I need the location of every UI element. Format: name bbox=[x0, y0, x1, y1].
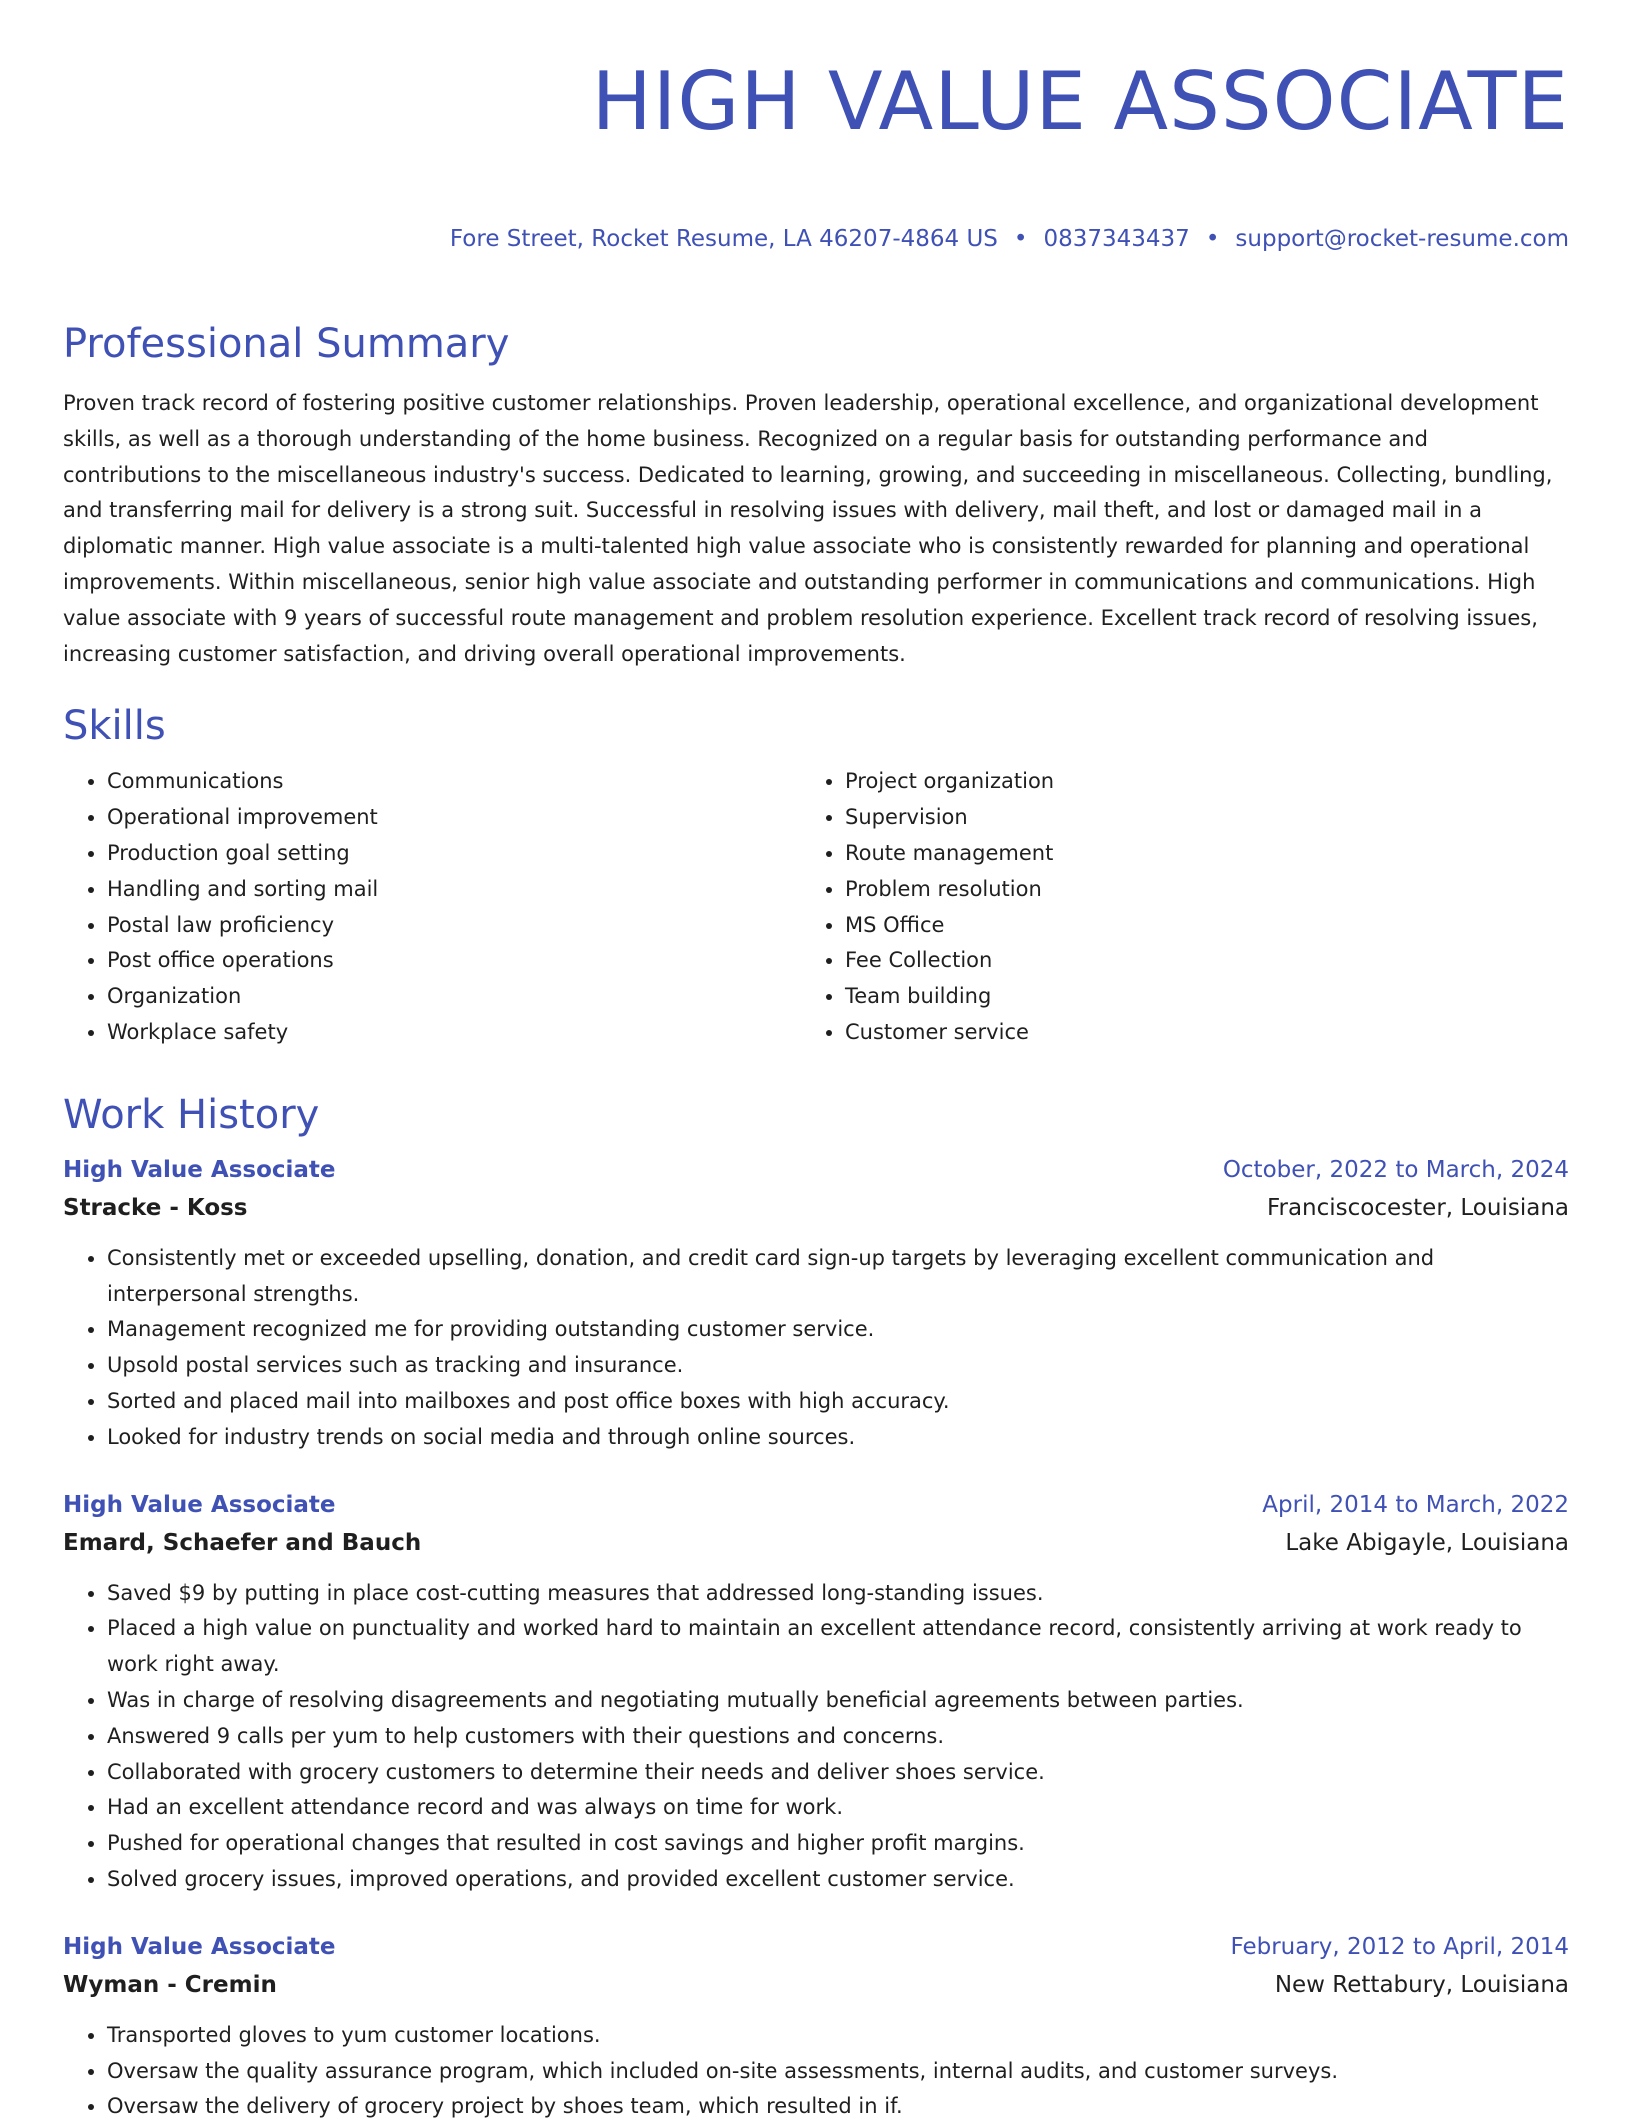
section-title-skills: Skills bbox=[63, 703, 166, 750]
skill-item: • Project organization bbox=[845, 764, 1539, 800]
job-location: Franciscocester, Louisiana bbox=[1266, 1194, 1569, 1221]
job-company: Wyman - Cremin bbox=[63, 1971, 277, 1998]
job-entry bbox=[63, 1486, 1569, 1898]
skills-column-left bbox=[63, 764, 801, 1050]
section-title-summary: Professional Summary bbox=[63, 321, 510, 367]
skill-item: • Postal law proficiency bbox=[107, 908, 801, 944]
skill-item: • Organization bbox=[107, 979, 801, 1015]
job-bullet: • Pushed for operational changes that resulted in cost savings and higher profit margins. bbox=[107, 1826, 1569, 1862]
job-company: Emard, Schaefer and Bauch bbox=[63, 1529, 422, 1556]
skills-column-right bbox=[801, 764, 1539, 1050]
job-bullet: • Upsold postal services such as tracking and insurance. bbox=[107, 1348, 1569, 1384]
job-subheader bbox=[63, 1524, 1569, 1562]
job-bullet: • Had an excellent attendance record and was always on time for work. bbox=[107, 1790, 1569, 1826]
job-header bbox=[63, 1928, 1569, 1966]
job-bullet: • Was in charge of resolving disagreements and negotiating mutually beneficial agreements between parties. bbox=[107, 1683, 1569, 1719]
job-header bbox=[63, 1151, 1569, 1189]
skill-item: • Route management bbox=[845, 836, 1539, 872]
job-bullet: • Collaborated with grocery customers to determine their needs and deliver shoes service. bbox=[107, 1755, 1569, 1791]
job-bullet: • Oversaw the quality assurance program, which included on-site assessments, internal audits, and customer surveys. bbox=[107, 2054, 1569, 2090]
skill-item: • MS Office bbox=[845, 908, 1539, 944]
skill-item: • Problem resolution bbox=[845, 872, 1539, 908]
job-bullet: • Placed a high value on punctuality and worked hard to maintain an excellent attendance record, consistently arriving at work ready to work right away. bbox=[107, 1611, 1569, 1683]
job-bullet: • Sorted and placed mail into mailboxes and post office boxes with high accuracy. bbox=[107, 1384, 1569, 1420]
applicant-name: HIGH VALUE ASSOCIATE bbox=[591, 55, 1569, 148]
job-bullet: • Transported gloves to yum customer locations. bbox=[107, 2018, 1569, 2054]
job-subheader bbox=[63, 1966, 1569, 2004]
skill-item: • Post office operations bbox=[107, 943, 801, 979]
resume-header bbox=[63, 0, 1569, 254]
skill-item: • Team building bbox=[845, 979, 1539, 1015]
job-title: High Value Associate bbox=[63, 1933, 336, 1960]
job-bullets bbox=[63, 1241, 1569, 1456]
skill-item: • Handling and sorting mail bbox=[107, 872, 801, 908]
job-dates: February, 2012 to April, 2014 bbox=[1230, 1933, 1569, 1960]
job-bullet: • Looked for industry trends on social media and through online sources. bbox=[107, 1420, 1569, 1456]
summary-text: Proven track record of fostering positive customer relationships. Proven leadership, operational excellence, and organizational development skills, as well as a thorough understanding of the home business. Recognized on a regular basis for outstanding performance and contributions to the miscellaneous industry's success. Dedicated to learning, growing, and succeeding in miscellaneous. Collecting, bundling, and transferring mail for delivery is a strong suit. Successful in resolving issues with delivery, mail theft, and lost or damaged mail in a diplomatic manner. High value associate is a multi-talented high value associate who is consistently rewarded for planning and operational improvements. Within miscellaneous, senior high value associate and outstanding performer in communications and communications. High value associate with 9 years of successful route management and problem resolution experience. Excellent track record of resolving issues, increasing customer satisfaction, and driving overall operational improvements. bbox=[63, 391, 1553, 666]
contact-line bbox=[63, 224, 1569, 254]
skill-item: • Supervision bbox=[845, 800, 1539, 836]
skills-list bbox=[63, 764, 1569, 1050]
skill-item: • Customer service bbox=[845, 1015, 1539, 1051]
job-title: High Value Associate bbox=[63, 1156, 336, 1183]
job-header bbox=[63, 1486, 1569, 1524]
contact-separator: • bbox=[1013, 226, 1028, 252]
job-bullet: • Consistently met or exceeded upselling, donation, and credit card sign-up targets by leveraging excellent communication and interpersonal strengths. bbox=[107, 1241, 1569, 1313]
job-bullet: • Management recognized me for providing outstanding customer service. bbox=[107, 1312, 1569, 1348]
address: Fore Street, Rocket Resume, LA 46207-4864 US bbox=[449, 226, 998, 252]
job-bullets bbox=[63, 2018, 1569, 2125]
skill-item: • Production goal setting bbox=[107, 836, 801, 872]
skill-item: • Operational improvement bbox=[107, 800, 801, 836]
skill-item: • Fee Collection bbox=[845, 943, 1539, 979]
skill-item: • Communications bbox=[107, 764, 801, 800]
job-subheader bbox=[63, 1189, 1569, 1227]
contact-separator: • bbox=[1205, 226, 1220, 252]
job-dates: October, 2022 to March, 2024 bbox=[1222, 1156, 1569, 1183]
job-location: Lake Abigayle, Louisiana bbox=[1285, 1529, 1569, 1556]
phone-number: 0837343437 bbox=[1043, 226, 1190, 252]
job-dates: April, 2014 to March, 2022 bbox=[1262, 1491, 1569, 1518]
job-bullets bbox=[63, 1576, 1569, 1898]
job-bullet: • Solved grocery issues, improved operations, and provided excellent customer service. bbox=[107, 1862, 1569, 1898]
job-company: Stracke - Koss bbox=[63, 1194, 248, 1221]
skill-item: • Workplace safety bbox=[107, 1015, 801, 1051]
section-title-work-history: Work History bbox=[63, 1091, 320, 1138]
job-bullet: • Answered 9 calls per yum to help customers with their questions and concerns. bbox=[107, 1719, 1569, 1755]
job-bullet: • Oversaw the delivery of grocery project by shoes team, which resulted in if. bbox=[107, 2089, 1569, 2125]
job-title: High Value Associate bbox=[63, 1491, 336, 1518]
job-entry bbox=[63, 1928, 1569, 2125]
job-bullet: • Saved $9 by putting in place cost-cutting measures that addressed long-standing issues. bbox=[107, 1576, 1569, 1612]
job-location: New Rettabury, Louisiana bbox=[1274, 1971, 1569, 1998]
email-address: support@rocket-resume.com bbox=[1235, 226, 1569, 252]
job-entry bbox=[63, 1151, 1569, 1456]
